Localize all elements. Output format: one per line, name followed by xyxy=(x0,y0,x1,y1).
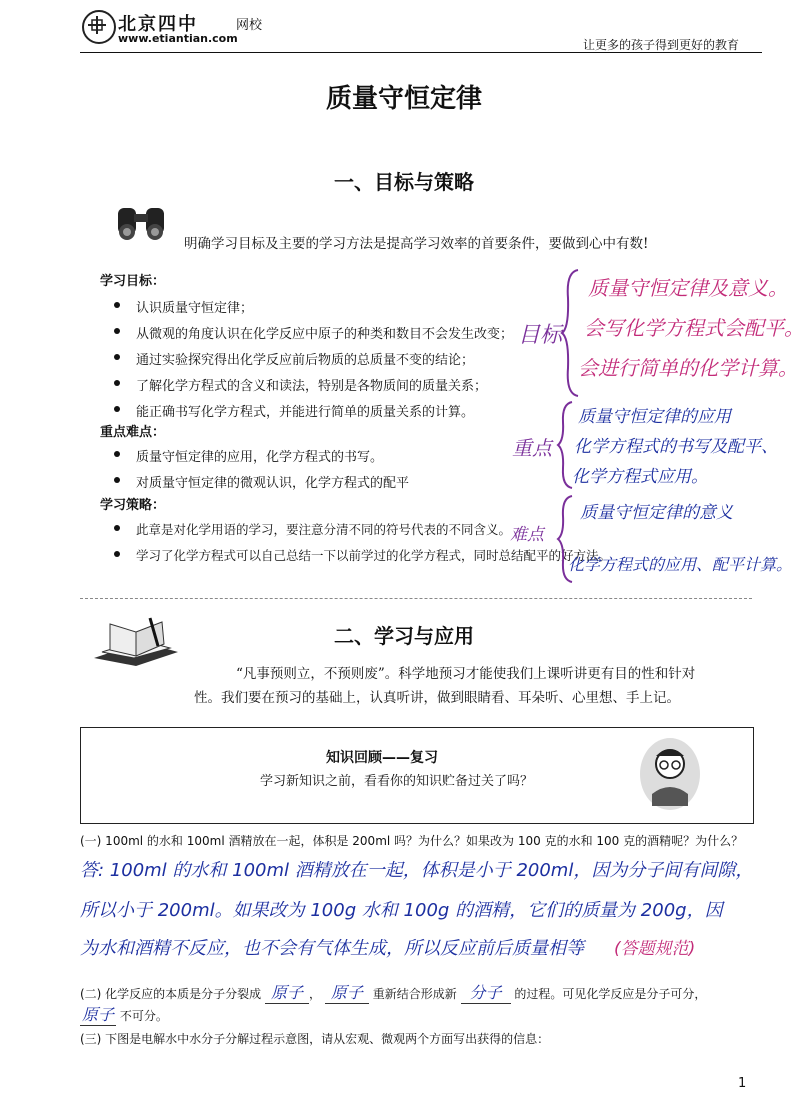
note-key-tag: 重点 xyxy=(512,436,552,460)
question-3: (三) 下图是电解水中水分子分解过程示意图，请从宏观、微观两个方面写出获得的信息： xyxy=(80,1032,550,1046)
section2-intro: “凡事预则立，不预则废”。科学地预习才能使我们上课听讲更有目的性和针对 xyxy=(236,666,696,682)
note-key-line: 化学方程式的书写及配平、 xyxy=(574,437,778,457)
strategy-item: 学习了化学方程式可以自己总结一下以前学过的化学方程式，同时总结配平的好方法。 xyxy=(136,548,612,563)
note-goal-line: 会进行简单的化学计算。 xyxy=(578,356,798,380)
key-item: 质量守恒定律的应用，化学方程式的书写。 xyxy=(136,446,383,465)
question-1: (一) 100ml 的水和 100ml 酒精放在一起，体积是 200ml 吗？为什么？如果改为 100 克的水和 100 克的酒精呢？为什么？ xyxy=(80,834,744,848)
question-2-text: 重新结合形成新 xyxy=(372,987,457,1001)
goal-item: 从微观的角度认识在化学反应中原子的种类和数目不会发生改变； xyxy=(136,323,513,342)
note-goal-tag: 目标 xyxy=(518,323,563,348)
question-2-cont xyxy=(80,1002,168,1026)
note-hard-line: 化学方程式的应用、配平计算。 xyxy=(568,555,793,574)
note-goal-line: 会写化学方程式会配平。 xyxy=(584,316,804,340)
goal-item: 通过实验探究得出化学反应前后物质的总质量不变的结论； xyxy=(136,349,474,368)
key-item: 对质量守恒定律的微观认识，化学方程式的配平 xyxy=(136,472,409,491)
answer-1-line: 所以小于 200ml。如果改为 100g 水和 100g 的酒精，它们的质量为 200g，因 xyxy=(80,900,723,921)
question-2-text: 不可分。 xyxy=(119,1009,168,1023)
goals-label: 学习目标： xyxy=(100,274,166,289)
review-subtitle: 学习新知识之前，看看你的知识贮备过关了吗？ xyxy=(260,774,534,789)
strategy-label: 学习策略： xyxy=(100,498,166,513)
section-divider xyxy=(80,598,752,599)
page-title: 质量守恒定律 xyxy=(325,84,482,114)
section2-heading: 二、学习与应用 xyxy=(334,624,474,648)
note-key-line: 化学方程式应用。 xyxy=(572,467,708,487)
logo-name: 北京四中 xyxy=(118,14,198,35)
teacher-illustration-icon xyxy=(638,734,702,814)
note-hard-line: 质量守恒定律的意义 xyxy=(580,503,733,523)
review-title: 知识回顾——复习 xyxy=(326,750,438,766)
strategy-item: 此章是对化学用语的学习，要注意分清不同的符号代表的不同含义。 xyxy=(136,522,512,537)
note-goal-line: 质量守恒定律及意义。 xyxy=(588,276,788,300)
answer-blank: 分子 xyxy=(461,980,511,1004)
goal-item: 了解化学方程式的含义和读法，特别是各物质间的质量关系； xyxy=(136,375,487,394)
page-number: 1 xyxy=(738,1076,747,1091)
school-logo-icon xyxy=(82,10,116,44)
note-hard-tag: 难点 xyxy=(510,525,544,545)
header-slogan: 让更多的孩子得到更好的教育 xyxy=(583,38,740,52)
question-2-text: (二) 化学反应的本质是分子分裂成 xyxy=(80,987,262,1001)
binoculars-icon xyxy=(112,198,172,242)
answer-blank: 原子 xyxy=(325,980,369,1004)
section1-heading: 一、目标与策略 xyxy=(334,170,474,194)
answer-blank: 原子 xyxy=(80,1002,116,1026)
section1-intro: 明确学习目标及主要的学习方法是提高学习效率的首要条件，要做到心中有数! xyxy=(184,236,649,252)
goal-item: 能正确书写化学方程式，并能进行简单的质量关系的计算。 xyxy=(136,401,474,420)
question-2-text: 的过程。可见化学反应是分子可分， xyxy=(514,987,707,1001)
note-key-line: 质量守恒定律的应用 xyxy=(578,407,731,427)
answer-blank: 原子 xyxy=(265,980,309,1004)
header-divider xyxy=(80,52,762,53)
logo-suffix: 网校 xyxy=(236,18,263,33)
question-2 xyxy=(80,980,706,1004)
question-2-text: ， xyxy=(309,987,322,1001)
answer-1-line: 答: 100ml 的水和 100ml 酒精放在一起，体积是小于 200ml，因为分子间有间隙， xyxy=(80,860,754,881)
key-label: 重点难点： xyxy=(100,425,166,440)
goal-item: 认识质量守恒定律； xyxy=(136,297,253,316)
answer-1-line: 为水和酒精不反应，也不会有气体生成，所以反应前后质量相等 xyxy=(80,938,584,959)
answer-1-note: (答题规范) xyxy=(614,939,696,959)
section2-intro: 性。我们要在预习的基础上，认真听讲，做到眼睛看、耳朵听、心里想、手上记。 xyxy=(194,690,680,706)
logo-url: www.etiantian.com xyxy=(118,32,238,45)
